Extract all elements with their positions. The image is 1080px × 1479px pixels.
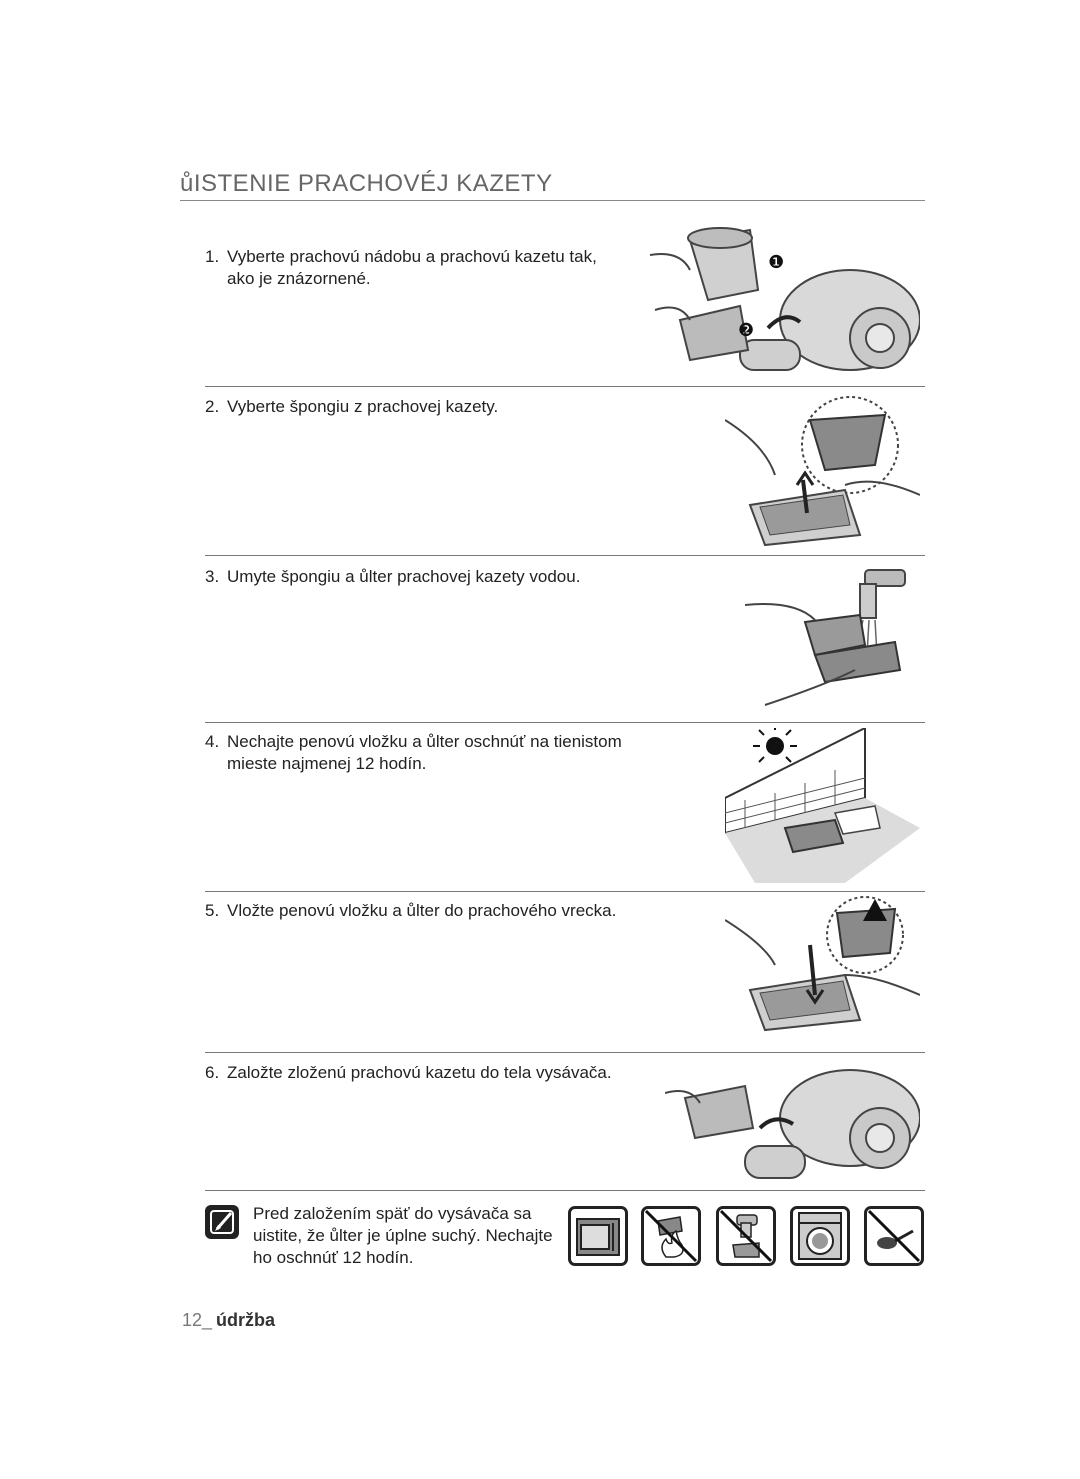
- step-line: Umyte špongiu a ůlter prachovej kazety vodou.: [227, 567, 581, 586]
- step-6-text: [205, 1062, 675, 1084]
- illustration-wash-sponge: [745, 560, 915, 710]
- note-line: ho oschnúť 12 hodín.: [253, 1248, 414, 1267]
- washing-machine-icon: [790, 1206, 850, 1266]
- hair-dryer-prohibited-icon: [716, 1206, 776, 1266]
- step-line: Nechajte penovú vložku a ůlter oschnúť na tienistom: [227, 732, 622, 751]
- step-1-text: [205, 246, 675, 290]
- illustration-dry-in-shade: [725, 728, 920, 883]
- step-line: Vložte penovú vložku a ůlter do prachového vrecka.: [227, 901, 617, 920]
- step-number: 1.: [205, 247, 220, 266]
- illustration-insert-cassette: [665, 1058, 920, 1183]
- illustration-insert-sponge: [725, 895, 920, 1050]
- page-footer: [182, 1310, 275, 1331]
- step-5-text: [205, 900, 675, 922]
- step-line: ako je znázornené.: [227, 269, 371, 288]
- heater-fire-prohibited-icon: [641, 1206, 701, 1266]
- page-number: 12_: [182, 1310, 213, 1330]
- step-number: 6.: [205, 1063, 220, 1082]
- step-2-text: [205, 396, 675, 418]
- divider: [205, 891, 925, 892]
- step-line: Vyberte špongiu z prachovej kazety.: [227, 397, 499, 416]
- page-title: ůISTENIE PRACHOVÉJ KAZETY: [180, 170, 553, 197]
- step-number: 4.: [205, 732, 220, 751]
- step-line: Založte zloženú prachovú kazetu do tela vysávača.: [227, 1063, 612, 1082]
- divider: [205, 1190, 925, 1191]
- callout-1: ❶: [768, 252, 785, 273]
- step-line: mieste najmenej 12 hodín.: [227, 754, 427, 773]
- step-3-text: [205, 566, 675, 588]
- brush-prohibited-icon: [864, 1206, 924, 1266]
- illustration-remove-sponge: [725, 395, 920, 550]
- callout-2: ❷: [738, 320, 755, 341]
- step-line: Vyberte prachovú nádobu a prachovú kazetu tak,: [227, 247, 597, 266]
- divider: [205, 555, 925, 556]
- step-number: 3.: [205, 567, 220, 586]
- divider: [205, 386, 925, 387]
- divider: [205, 1052, 925, 1053]
- note-line: Pred založením späť do vysávača sa: [253, 1204, 532, 1223]
- note-text: [253, 1203, 573, 1269]
- step-number: 2.: [205, 397, 220, 416]
- note-pencil-icon: [205, 1205, 239, 1239]
- oven-icon: [568, 1206, 628, 1266]
- step-number: 5.: [205, 901, 220, 920]
- section-name: údržba: [216, 1310, 276, 1330]
- step-4-text: [205, 731, 675, 775]
- divider: [205, 722, 925, 723]
- title-divider: [180, 200, 925, 201]
- illustration-remove-dust-container: [650, 210, 920, 380]
- note-line: uistite, že ůlter je úplne suchý. Nechajte: [253, 1226, 553, 1245]
